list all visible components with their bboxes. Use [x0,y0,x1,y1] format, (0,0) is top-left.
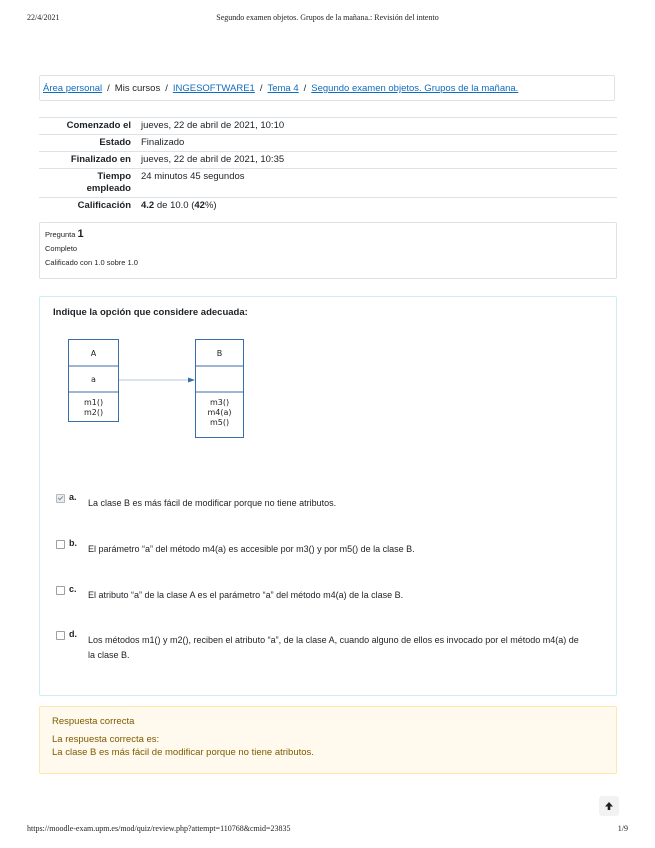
option-letter: a. [69,492,77,502]
question-text: Indique la opción que considere adecuada: [53,307,248,318]
print-footer [0,824,655,838]
attempt-summary-table [39,117,617,214]
feedback-answer: La clase B es más fácil de modificar porque no tiene atributos. [52,747,314,758]
print-url: https://moodle-exam.upm.es/mod/quiz/review.php?attempt=110768&cmid=23835 [27,824,291,833]
breadcrumb-separator: / [165,83,168,94]
uml-class-b-method: m4(a) [207,408,232,417]
uml-class-a-attr: a [91,375,96,384]
grade-percent: 42 [194,200,205,211]
breadcrumb-separator: / [107,83,110,94]
breadcrumb-separator: / [303,83,307,94]
print-page-number: 1/9 [617,824,628,833]
uml-class-a-method: m1() [83,398,104,407]
print-title: Segundo examen objetos. Grupos de la mañana.: Revisión del intento [216,13,439,22]
uml-class-diagram [68,339,288,449]
grade-rest: de 10.0 ( [154,200,195,211]
uml-class-a-name: A [90,349,97,358]
option-text: El parámetro “a” del método m4(a) es accesible por m3() y por m5() de la clase B. [88,544,415,554]
summary-value: 24 minutos 45 segundos [135,169,617,198]
question-content [39,296,617,696]
summary-key: Estado [39,135,135,152]
summary-key: Calificación [39,198,135,215]
uml-class-b-method: m5() [209,418,230,427]
uml-class-b-method: m3() [209,398,230,407]
answer-feedback [39,706,617,774]
uml-class-b-name: B [216,349,223,358]
summary-row-grade [39,198,617,215]
summary-value: jueves, 22 de abril de 2021, 10:35 [135,152,617,169]
question-mark: Calificado con 1.0 sobre 1.0 [45,258,138,267]
uml-class-a-method: m2() [83,408,104,417]
summary-key-line: empleado [86,183,131,194]
checkbox-icon[interactable] [56,586,65,595]
grade-score: 4.2 [141,200,155,211]
grade-end: %) [204,200,217,211]
breadcrumb [39,75,615,101]
summary-value [135,198,617,215]
summary-row-state [39,135,617,152]
summary-value: jueves, 22 de abril de 2021, 10:10 [135,118,617,135]
back-to-top-button[interactable] [599,796,619,816]
uml-class-b [196,340,244,438]
summary-value: Finalizado [135,135,617,152]
question-number [45,229,611,240]
checkbox-icon[interactable] [56,494,65,503]
question-number-value: 1 [77,228,84,240]
checkbox-icon[interactable] [56,540,65,549]
summary-row-time [39,169,617,198]
breadcrumb-home-link[interactable]: Área personal [43,83,103,94]
option-letter: d. [69,629,77,639]
option-text: Los métodos m1() y m2(), reciben el atributo “a”, de la clase A, cuando alguno de ellos es invocado por el método m4(a) de la clase B. [88,635,579,660]
uml-class-a [69,340,119,422]
summary-row-finished [39,152,617,169]
feedback-intro: La respuesta correcta es: [52,734,160,745]
question-status: Completo [45,244,78,253]
feedback-result: Respuesta correcta [52,716,135,727]
option-text: La clase B es más fácil de modificar porque no tiene atributos. [88,498,337,508]
breadcrumb-my-courses: Mis cursos [114,83,161,94]
option-letter: c. [69,584,77,594]
breadcrumb-section-link[interactable]: Tema 4 [267,83,299,94]
breadcrumb-separator: / [259,83,263,94]
summary-key-line: Tiempo [97,171,131,182]
question-info [39,222,617,279]
question-label: Pregunta [45,230,76,239]
summary-key: Comenzado el [39,118,135,135]
breadcrumb-quiz-link[interactable]: Segundo examen objetos. Grupos de la mañana. [311,83,519,94]
arrow-head-icon [188,378,195,383]
checkbox-icon[interactable] [56,631,65,640]
option-text: El atributo “a” de la clase A es el parámetro “a” del método m4(a) de la clase B. [88,590,404,600]
option-letter: b. [69,538,77,548]
print-header [0,13,655,27]
print-date: 22/4/2021 [27,13,60,22]
breadcrumb-course-link[interactable]: INGESOFTWARE1 [172,83,255,94]
uml-association-arrow [119,378,195,383]
summary-key: Finalizado en [39,152,135,169]
summary-key [39,169,135,198]
summary-row-started [39,118,617,135]
arrow-up-icon [604,801,614,811]
